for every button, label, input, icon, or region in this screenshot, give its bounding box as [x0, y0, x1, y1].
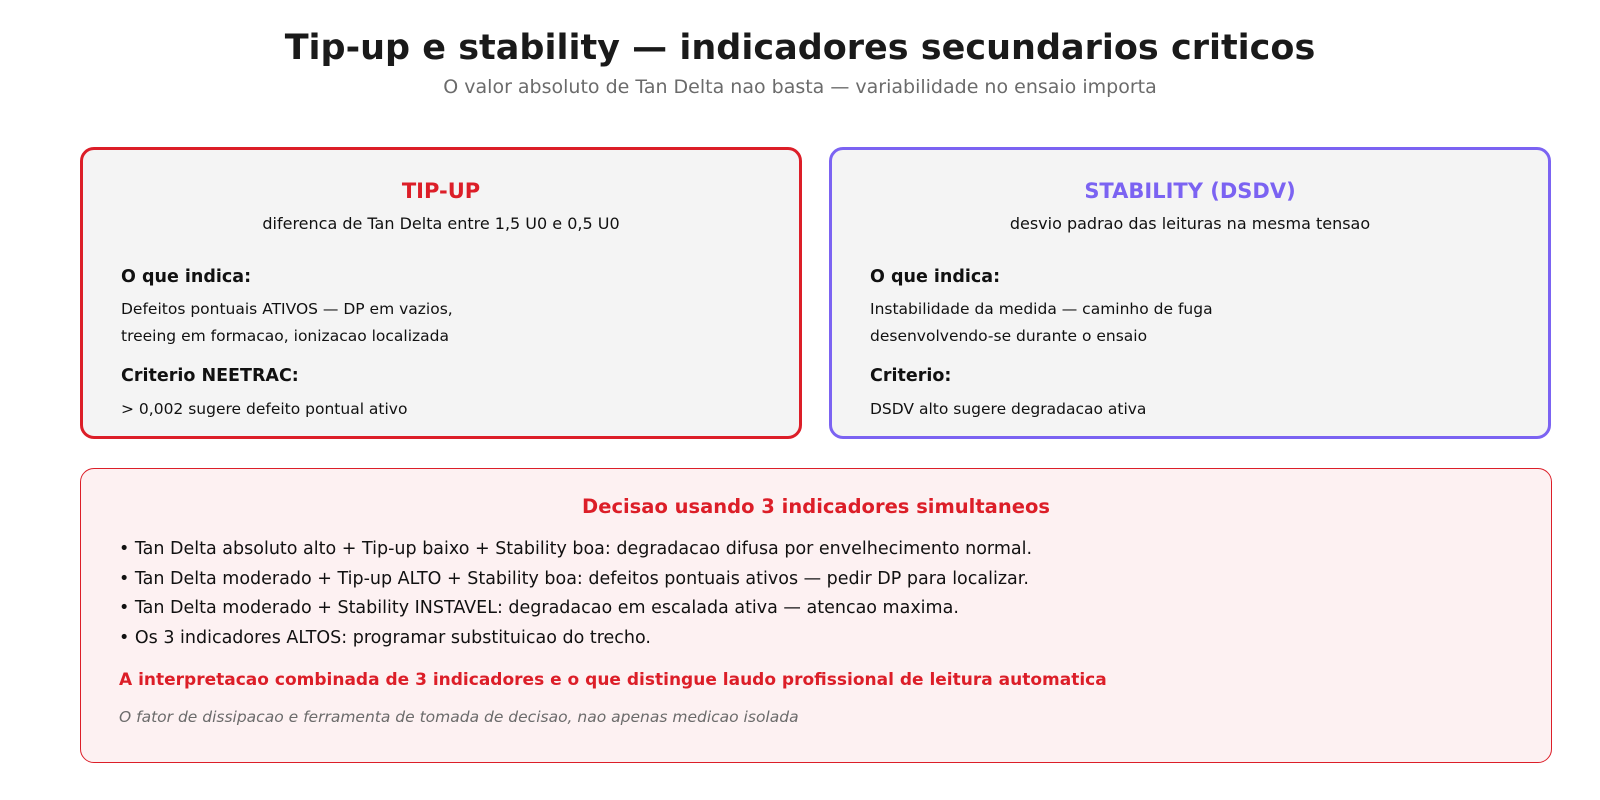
decision-item: • Os 3 indicadores ALTOS: programar substituicao do trecho. — [119, 627, 651, 648]
decision-item: • Tan Delta moderado + Tip-up ALTO + Stability boa: defeitos pontuais ativos — pedir DP para localizar. — [119, 568, 1029, 589]
tip-up-card — [80, 147, 802, 439]
tip-up-description: diferenca de Tan Delta entre 1,5 U0 e 0,5 U0 — [262, 214, 620, 233]
stability-card — [829, 147, 1551, 439]
page-title: Tip-up e stability — indicadores secundarios criticos — [284, 28, 1316, 68]
page-subtitle: O valor absoluto de Tan Delta nao basta — variabilidade no ensaio importa — [443, 76, 1157, 98]
stability-indicates-line: Instabilidade da medida — caminho de fuga — [870, 300, 1213, 318]
decision-item: • Tan Delta absoluto alto + Tip-up baixo + Stability boa: degradacao difusa por envelhecimento normal. — [119, 539, 1033, 559]
decision-note: O fator de dissipacao e ferramenta de tomada de decisao, nao apenas medicao isolada — [119, 708, 799, 726]
stability-indicates-text — [870, 296, 1213, 350]
decision-title: Decisao usando 3 indicadores simultaneos — [582, 495, 1050, 518]
stability-indicates-label: O que indica: — [870, 267, 1001, 287]
stability-criterion-label: Criterio: — [870, 366, 952, 386]
decision-item: • Tan Delta moderado + Stability INSTAVEL: degradacao em escalada ativa — atencao maxima. — [119, 598, 959, 618]
decision-panel — [80, 468, 1552, 763]
tip-up-indicates-label: O que indica: — [121, 267, 252, 287]
stability-title: STABILITY (DSDV) — [1084, 179, 1296, 203]
tip-up-indicates-line: treeing em formacao, ionizacao localizada — [121, 327, 450, 345]
tip-up-title: TIP-UP — [401, 179, 481, 203]
tip-up-indicates-text — [121, 296, 453, 350]
tip-up-criterion-text: > 0,002 sugere defeito pontual ativo — [121, 400, 408, 418]
stability-indicates-line: desenvolvendo-se durante o ensaio — [870, 327, 1148, 345]
decision-list — [119, 535, 1032, 653]
stability-description: desvio padrao das leituras na mesma tensao — [1009, 214, 1371, 233]
stability-criterion-text: DSDV alto sugere degradacao ativa — [870, 400, 1147, 418]
decision-highlight: A interpretacao combinada de 3 indicadores e o que distingue laudo profissional de leitura automatica — [119, 670, 1107, 690]
tip-up-criterion-label: Criterio NEETRAC: — [121, 366, 299, 386]
tip-up-indicates-line: Defeitos pontuais ATIVOS — DP em vazios, — [121, 300, 453, 318]
